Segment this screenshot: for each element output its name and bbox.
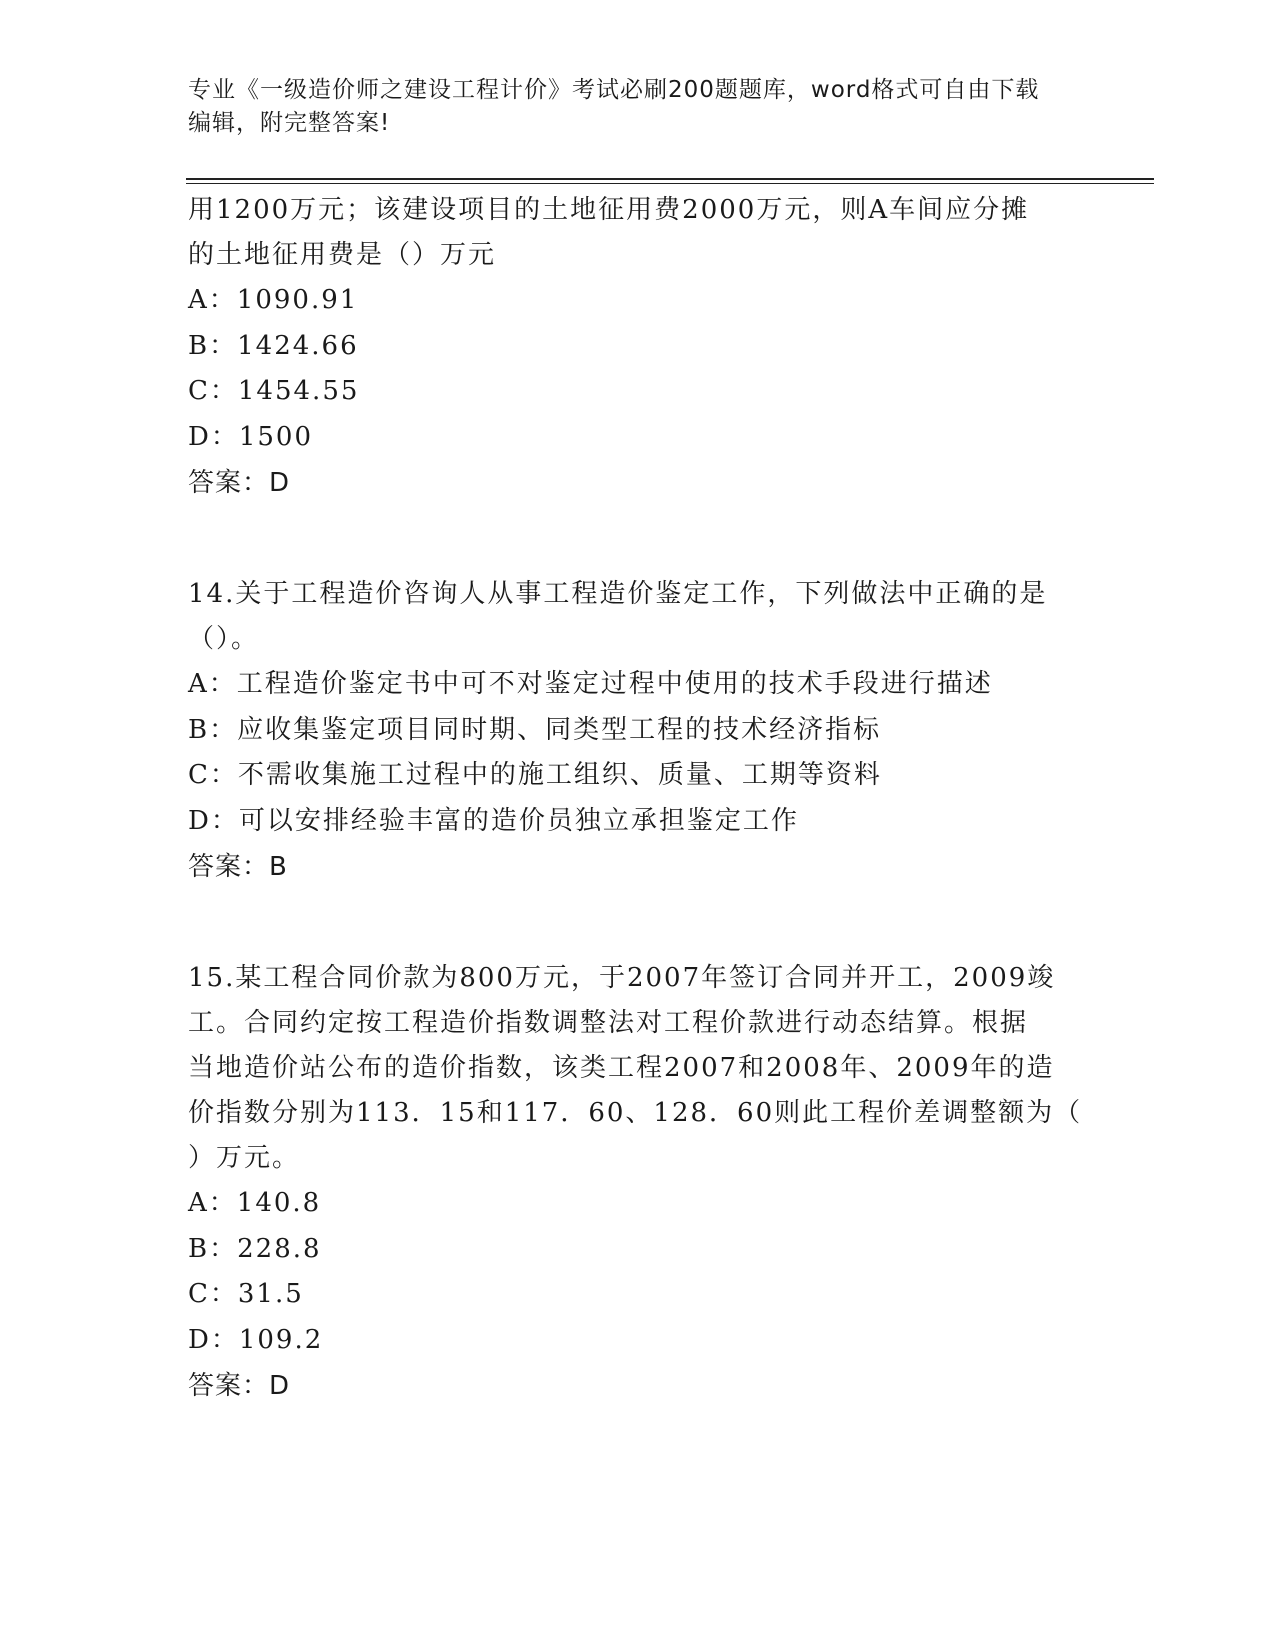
question-stem-line: 15.某工程合同价款为800万元，于2007年签订合同并开工，2009竣 [188, 963, 1056, 993]
spacer [188, 890, 1088, 956]
option-d: D：可以安排经验丰富的造价员独立承担鉴定工作 [188, 805, 799, 836]
question-content [188, 188, 1088, 1409]
option-c: C：不需收集施工过程中的施工组织、质量、工期等资料 [188, 760, 882, 790]
option-b: B：228.8 [188, 1233, 322, 1264]
header-title-line-2: 编辑，附完整答案! [188, 110, 391, 136]
option-a: A：工程造价鉴定书中可不对鉴定过程中使用的技术手段进行描述 [188, 669, 993, 699]
answer-label: 答案：D [188, 468, 291, 498]
question-stem-line: 价指数分别为113．15和117．60、128．60则此工程价差调整额为（ [188, 1098, 1083, 1128]
header-title-line-1: 专业《一级造价师之建设工程计价》考试必刷200题题库，word格式可自由下载 [188, 77, 1040, 103]
option-c: C：31.5 [188, 1279, 304, 1309]
question-15 [188, 956, 1088, 1409]
question-stem-line: 14.关于工程造价咨询人从事工程造价鉴定工作，下列做法中正确的是 [188, 579, 1048, 609]
question-stem-line: 工。合同约定按工程造价指数调整法对工程价款进行动态结算。根据 [188, 1008, 1029, 1038]
option-a: A：1090.91 [188, 285, 359, 315]
option-b: B：1424.66 [188, 330, 359, 361]
header-divider-thick [186, 178, 1154, 180]
option-a: A：140.8 [188, 1188, 322, 1218]
question-stem-line: 当地造价站公布的造价指数，该类工程2007和2008年、2009年的造 [188, 1053, 1055, 1083]
option-b: B：应收集鉴定项目同时期、同类型工程的技术经济指标 [188, 714, 882, 745]
answer-label: 答案：B [188, 852, 288, 882]
header-divider-thin [186, 183, 1154, 184]
answer-label: 答案：D [188, 1371, 291, 1401]
document-header [188, 74, 1068, 140]
question-14 [188, 572, 1088, 890]
option-d: D：109.2 [188, 1324, 324, 1355]
question-stem-line: 用1200万元；该建设项目的土地征用费2000万元，则A车间应分摊 [188, 195, 1030, 225]
option-d: D：1500 [188, 421, 314, 452]
option-c: C：1454.55 [188, 376, 360, 406]
question-13 [188, 188, 1088, 506]
question-stem-line: 的土地征用费是（）万元 [188, 240, 497, 270]
question-stem-line: （）。 [188, 624, 260, 654]
question-stem-line: ）万元。 [188, 1143, 301, 1173]
spacer [188, 506, 1088, 572]
